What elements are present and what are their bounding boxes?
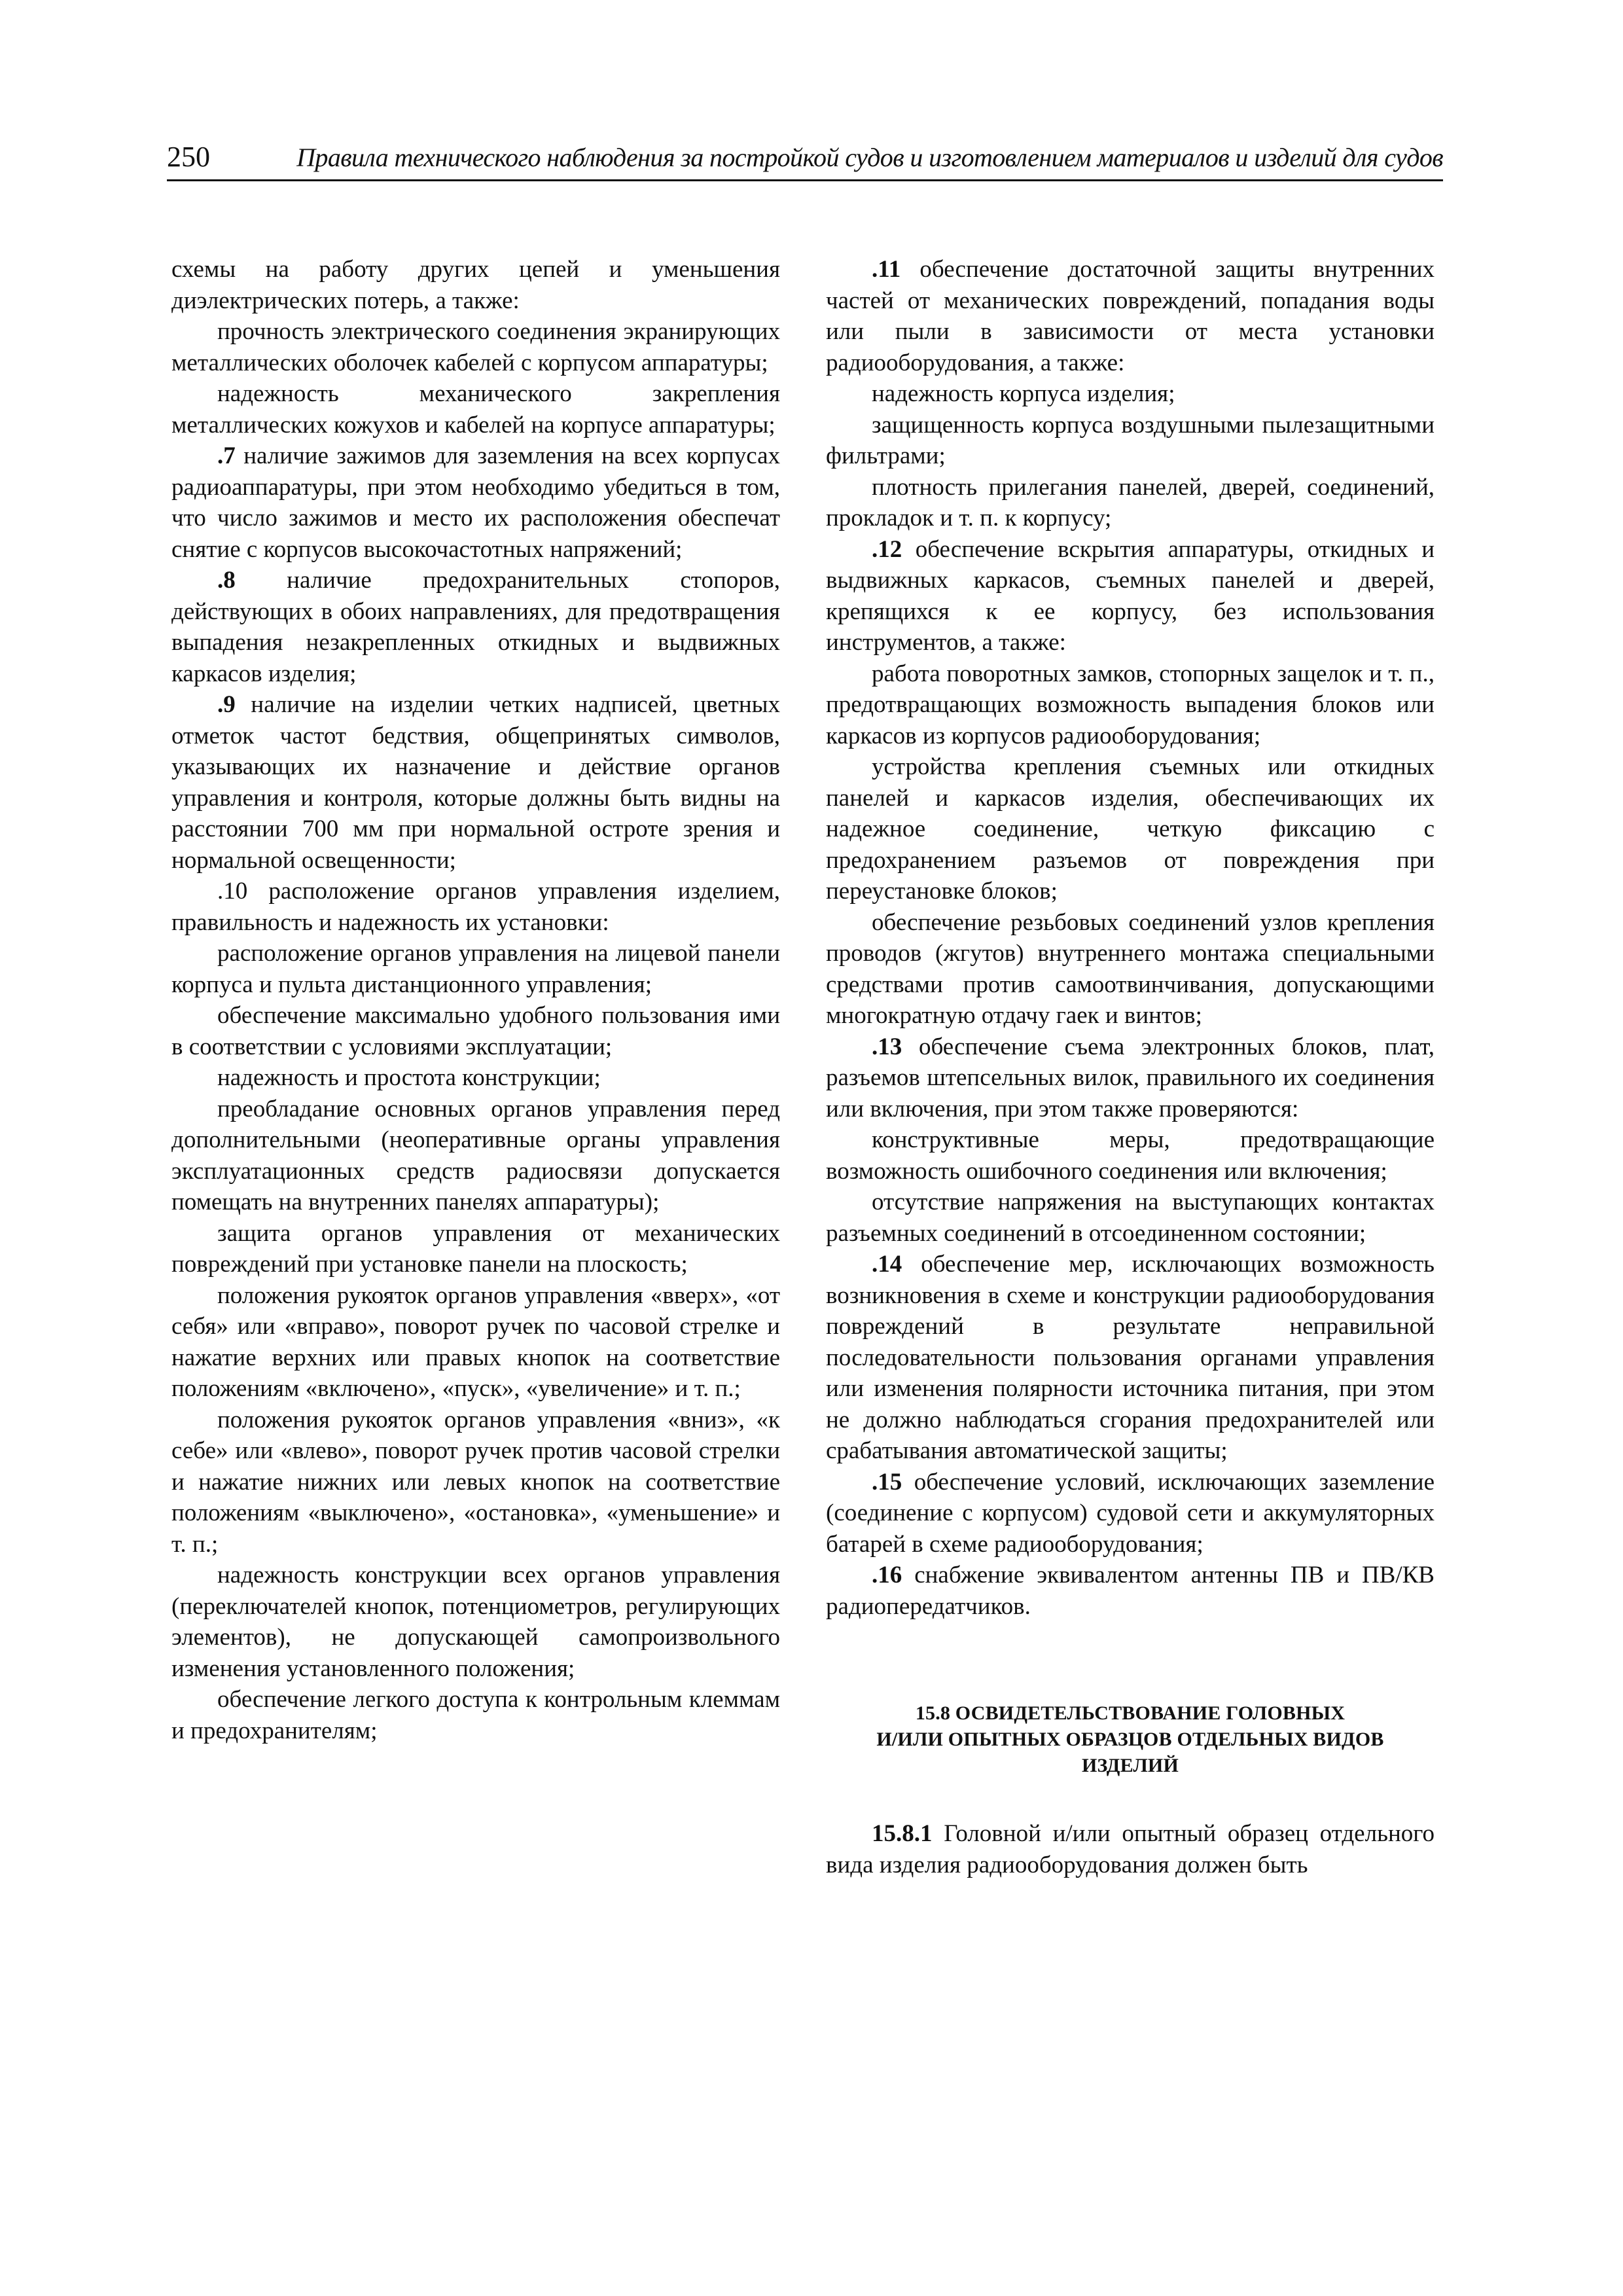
right-paragraph <box>826 378 1435 410</box>
right-paragraph <box>826 907 1435 1031</box>
paragraph-text: .10 расположение органов управления изделием, правильность и надежность их установки: <box>171 878 780 936</box>
right-paragraph <box>826 1187 1435 1249</box>
item-number: .11 <box>872 256 901 283</box>
right-paragraph <box>826 254 1435 378</box>
paragraph-text: обеспечение условий, исключающих заземление (соединение с корпусом) судовой сети и аккумуляторных батарей в схеме радиооборудования; <box>826 1468 1435 1558</box>
paragraph-text: расположение органов управления на лицевой панели корпуса и пульта дистанционного управления; <box>171 940 780 998</box>
paragraph-text: наличие предохранительных стопоров, действующих в обоих направлениях, для предотвращения выпадения незакрепленных откидных и выдвижных каркасов изделия; <box>171 567 780 687</box>
paragraph-text: обеспечение вскрытия аппаратуры, откидных и выдвижных каркасов, съемных панелей и дверей, крепящихся к ее корпусу, без использования инструментов, а также: <box>826 535 1435 656</box>
paragraph-text: конструктивные меры, предотвращающие возможность ошибочного соединения или включения; <box>826 1126 1435 1185</box>
paragraph-text: надежность конструкции всех органов управления (переключателей кнопок, потенциометров, регулирующих элементов), не допускающей самопроизвольного изменения установленного положения; <box>171 1562 780 1682</box>
item-number: .13 <box>872 1033 902 1060</box>
left-paragraph <box>171 378 780 440</box>
item-number: .8 <box>217 567 236 594</box>
paragraph-text: обеспечение мер, исключающих возможность возникновения в схеме и конструкции радиооборудования повреждений в результате неправильной последовательности пользования органами управления или изменения полярности источника питания, при этом не должно наблюдаться сгорания предохранителей или срабатывания автоматической защиты; <box>826 1251 1435 1464</box>
left-paragraph <box>171 1218 780 1280</box>
section-paragraph-number: 15.8.1 <box>872 1820 933 1847</box>
paragraph-text: надежность корпуса изделия; <box>872 380 1175 407</box>
running-title: Правила технического наблюдения за постройкой судов и изготовлением материалов и изделий для судов <box>296 143 1443 172</box>
item-number: .12 <box>872 535 902 563</box>
left-paragraph <box>171 254 780 316</box>
paragraph-text: преобладание основных органов управления перед дополнительными (неоперативные органы управления эксплуатационных средств радиосвязи допускается помещать на внутренних панелях аппаратуры); <box>171 1095 780 1215</box>
paragraph-text: плотность прилегания панелей, дверей, соединений, прокладок и т. п. к корпусу; <box>826 473 1435 531</box>
right-paragraph <box>826 1560 1435 1622</box>
right-paragraph <box>826 658 1435 752</box>
section-heading-line-1: 15.8 ОСВИДЕТЕЛЬСТВОВАНИЕ ГОЛОВНЫХ <box>915 1702 1346 1724</box>
section-paragraph <box>826 1818 1435 1880</box>
right-paragraph <box>826 1249 1435 1467</box>
page-number: 250 <box>167 141 210 173</box>
left-paragraph <box>171 1094 780 1218</box>
left-paragraph <box>171 876 780 938</box>
left-paragraph <box>171 1560 780 1684</box>
right-paragraph <box>826 534 1435 658</box>
paragraph-text: надежность и простота конструкции; <box>217 1064 601 1091</box>
left-paragraph <box>171 1062 780 1094</box>
right-paragraph <box>826 751 1435 907</box>
paragraph-text: обеспечение резьбовых соединений узлов крепления проводов (жгутов) внутреннего монтажа специальными средствами против самоотвинчивания, допускающими многократную отдачу гаек и винтов; <box>826 908 1435 1029</box>
right-paragraph <box>826 1467 1435 1560</box>
paragraph-text: наличие на изделии четких надписей, цветных отметок частот бедствия, общепринятых символов, указывающих их назначение и действие органов управления и контроля, которые должны быть видны на расстоянии 700 мм при нормальной остроте зрения и нормальной освещенности; <box>171 691 780 874</box>
paragraph-text: работа поворотных замков, стопорных защелок и т. п., предотвращающих возможность выпадения блоков или каркасов из корпусов радиооборудования; <box>826 660 1435 749</box>
right-paragraph <box>826 472 1435 534</box>
paragraph-text: защищенность корпуса воздушными пылезащитными фильтрами; <box>826 411 1435 469</box>
paragraph-text: обеспечение достаточной защиты внутренних частей от механических повреждений, попадания воды или пыли в зависимости от места установки радиооборудования, а также: <box>826 256 1435 376</box>
left-paragraph <box>171 689 780 876</box>
paragraph-text: схемы на работу других цепей и уменьшения диэлектрических потерь, а также: <box>171 256 780 314</box>
left-paragraph <box>171 1280 780 1405</box>
item-number: .7 <box>217 442 236 469</box>
paragraph-text: устройства крепления съемных или откидных панелей и каркасов изделия, обеспечивающих их надежное соединение, четкую фиксацию с предохранением разъемов от повреждения при переустановке блоков; <box>826 753 1435 905</box>
paragraph-text: обеспечение максимально удобного пользования ими в соответствии с условиями эксплуатации; <box>171 1002 780 1060</box>
paragraph-text: защита органов управления от механических повреждений при установке панели на плоскость; <box>171 1219 780 1278</box>
left-paragraph <box>171 440 780 565</box>
paragraph-text: положения рукояток органов управления «вверх», «от себя» или «вправо», поворот ручек по часовой стрелке и нажатие верхних или правых кнопок на соответствие положениям «включено», «пуск», «увеличение» и т. п.; <box>171 1282 780 1402</box>
right-paragraph <box>826 1031 1435 1125</box>
left-paragraph <box>171 316 780 378</box>
left-paragraph <box>171 938 780 1000</box>
paragraph-text: отсутствие напряжения на выступающих контактах разъемных соединений в отсоединенном состоянии; <box>826 1189 1435 1247</box>
item-number: .9 <box>217 691 236 718</box>
left-paragraph <box>171 1405 780 1560</box>
paragraph-text: положения рукояток органов управления «вниз», «к себе» или «влево», поворот ручек против часовой стрелки и нажатие нижних или левых кнопок на соответствие положениям «выключено», «остановка», «уменьшение» и т. п.; <box>171 1406 780 1558</box>
right-column <box>826 254 1435 1880</box>
item-number: .14 <box>872 1251 902 1278</box>
section-heading-line-2: И/ИЛИ ОПЫТНЫХ ОБРАЗЦОВ ОТДЕЛЬНЫХ ВИДОВ ИЗДЕЛИЙ <box>876 1729 1384 1776</box>
right-paragraph <box>826 1124 1435 1187</box>
page-header <box>167 139 1443 181</box>
left-paragraph <box>171 1000 780 1062</box>
right-paragraph <box>826 410 1435 472</box>
paragraph-text: снабжение эквивалентом антенны ПВ и ПВ/КВ радиопередатчиков. <box>826 1562 1435 1620</box>
paragraph-text: прочность электрического соединения экранирующих металлических оболочек кабелей с корпусом аппаратуры; <box>171 318 780 376</box>
paragraph-text: надежность механического закрепления металлических кожухов и кабелей на корпусе аппаратуры; <box>171 380 780 439</box>
paragraph-text: обеспечение легкого доступа к контрольным клеммам и предохранителям; <box>171 1686 780 1744</box>
paragraph-text: обеспечение съема электронных блоков, плат, разъемов штепсельных вилок, правильного их соединения или включения, при этом также проверяются: <box>826 1033 1435 1122</box>
left-column <box>171 254 780 1746</box>
item-number: .16 <box>872 1562 902 1588</box>
section-paragraph-text: Головной и/или опытный образец отдельного вида изделия радиооборудования должен быть <box>826 1820 1435 1878</box>
left-paragraph <box>171 1684 780 1746</box>
left-paragraph <box>171 565 780 689</box>
paragraph-text: наличие зажимов для заземления на всех корпусах радиоаппаратуры, при этом необходимо убедиться в том, что число зажимов и место их расположения обеспечат снятие с корпусов высокочастотных напряжений; <box>171 442 780 563</box>
section-heading <box>826 1700 1435 1779</box>
item-number: .15 <box>872 1468 902 1496</box>
